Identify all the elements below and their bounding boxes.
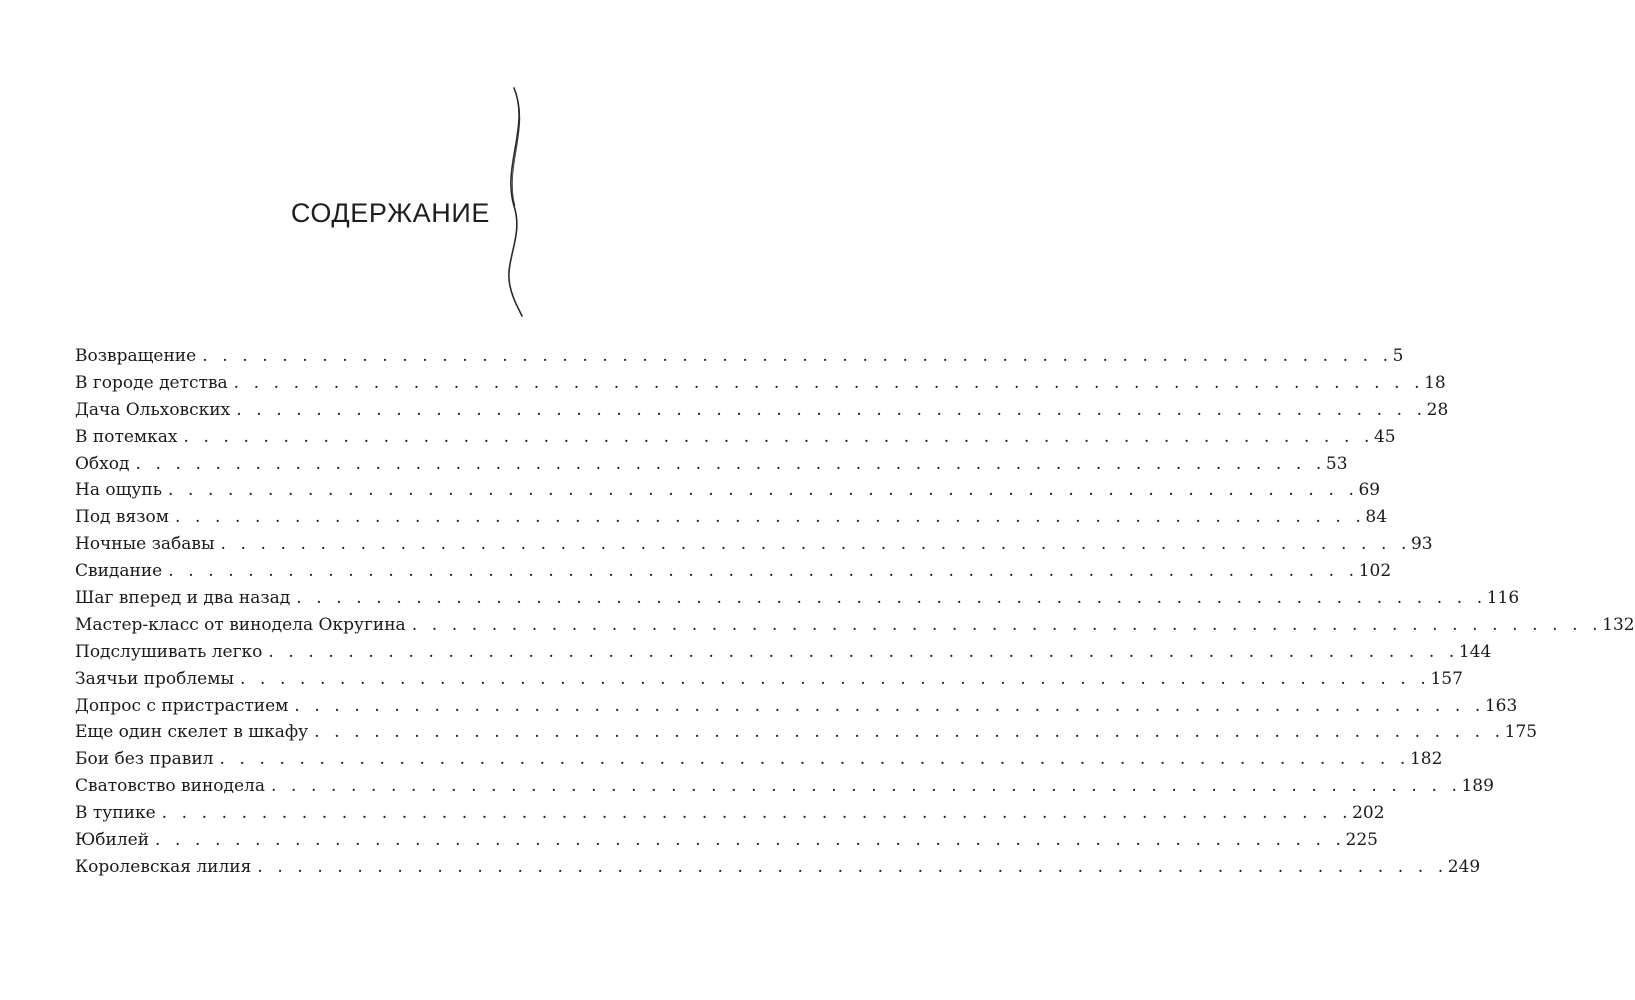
toc-dot-leader: . . . . . . . . . . . . . . . . . . . . . . . . . . . . . . . . . . . . . . . . . . . . . . . . . . . . . . . . . . . .: [233, 372, 1425, 393]
toc-entry-title: Юбилей: [75, 830, 150, 851]
toc-dot-leader: . . . . . . . . . . . . . . . . . . . . . . . . . . . . . . . . . . . . . . . . . . . . . . . . . . . . . . . . . . . .: [296, 588, 1487, 609]
toc-entry-title: В потемках: [75, 426, 178, 447]
toc-entry: [75, 746, 1443, 773]
toc-entry-page: 189: [1461, 776, 1494, 797]
toc-entry-title: Дача Ольховских: [75, 399, 231, 420]
toc-entry-page: 157: [1430, 668, 1463, 689]
toc-entry: [75, 693, 1518, 720]
toc-entry: [75, 504, 1388, 531]
toc-entry-title: Свидание: [75, 561, 163, 582]
toc-entry-page: 163: [1484, 695, 1518, 716]
toc-entry: [75, 343, 1404, 370]
toc-entry: [75, 370, 1446, 397]
toc-dot-leader: . . . . . . . . . . . . . . . . . . . . . . . . . . . . . . . . . . . . . . . . . . . . . . . . . . . . . . . . . . . .: [314, 722, 1505, 743]
table-of-contents: [75, 343, 1635, 881]
toc-entry: [75, 800, 1385, 827]
toc-entry-page: 69: [1358, 480, 1381, 501]
toc-entry-page: 182: [1409, 749, 1443, 770]
toc-entry-title: Заячьи проблемы: [75, 668, 234, 689]
toc-entry: [75, 477, 1381, 504]
toc-entry-title: Обход: [75, 453, 130, 474]
toc-entry-page: 45: [1373, 426, 1396, 447]
toc-entry-page: 225: [1345, 830, 1378, 851]
toc-dot-leader: . . . . . . . . . . . . . . . . . . . . . . . . . . . . . . . . . . . . . . . . . . . . . . . . . . . . . . . . . . . .: [135, 453, 1326, 474]
toc-dot-leader: . . . . . . . . . . . . . . . . . . . . . . . . . . . . . . . . . . . . . . . . . . . . . . . . . . . . . . . . . . . .: [219, 749, 1410, 770]
toc-entry-page: 93: [1410, 534, 1433, 555]
toc-entry-title: Ночные забавы: [75, 534, 215, 555]
toc-entry: [75, 773, 1494, 800]
toc-entry: [75, 585, 1520, 612]
toc-entry-page: 202: [1352, 803, 1385, 824]
toc-dot-leader: . . . . . . . . . . . . . . . . . . . . . . . . . . . . . . . . . . . . . . . . . . . . . . . . . . . . . . . . . . . .: [271, 776, 1462, 797]
toc-entry-title: Сватовство винодела: [75, 776, 265, 797]
toc-entry-title: Допрос с пристрастием: [75, 695, 289, 716]
toc-dot-leader: . . . . . . . . . . . . . . . . . . . . . . . . . . . . . . . . . . . . . . . . . . . . . . . . . . . . . . . . . . . .: [268, 641, 1459, 662]
toc-entry-page: 132: [1602, 614, 1635, 635]
toc-entry-page: 28: [1426, 399, 1449, 420]
toc-dot-leader: . . . . . . . . . . . . . . . . . . . . . . . . . . . . . . . . . . . . . . . . . . . . . . . . . . . . . . . . . . . .: [236, 399, 1427, 420]
toc-entry-title: Шаг вперед и два назад: [75, 588, 291, 609]
swash-flourish-icon: [500, 86, 540, 318]
toc-entry: [75, 666, 1463, 693]
page-title: СОДЕРЖАНИЕ: [290, 198, 490, 228]
toc-entry: [75, 397, 1449, 424]
toc-entry-title: Подслушивать легко: [75, 641, 263, 662]
toc-dot-leader: . . . . . . . . . . . . . . . . . . . . . . . . . . . . . . . . . . . . . . . . . . . . . . . . . . . . . . . . . . . .: [168, 561, 1359, 582]
toc-entry-title: На ощупь: [75, 480, 162, 501]
toc-entry-page: 102: [1358, 561, 1392, 582]
toc-dot-leader: . . . . . . . . . . . . . . . . . . . . . . . . . . . . . . . . . . . . . . . . . . . . . . . . . . . . . . . . . . . .: [168, 480, 1359, 501]
toc-entry-title: Королевская лилия: [75, 856, 252, 877]
toc-entry: [75, 424, 1396, 451]
toc-entry: [75, 719, 1538, 746]
toc-entry: [75, 612, 1635, 639]
toc-entry-page: 18: [1424, 372, 1446, 393]
toc-entry-page: 144: [1458, 641, 1492, 662]
toc-entry-page: 84: [1365, 507, 1388, 528]
toc-entry-page: 116: [1486, 588, 1520, 609]
toc-dot-leader: . . . . . . . . . . . . . . . . . . . . . . . . . . . . . . . . . . . . . . . . . . . . . . . . . . . . . . . . . . . .: [220, 534, 1411, 555]
toc-entry-title: В тупике: [75, 803, 156, 824]
toc-dot-leader: . . . . . . . . . . . . . . . . . . . . . . . . . . . . . . . . . . . . . . . . . . . . . . . . . . . . . . . . . . . .: [411, 614, 1603, 635]
toc-entry: [75, 854, 1481, 881]
toc-dot-leader: . . . . . . . . . . . . . . . . . . . . . . . . . . . . . . . . . . . . . . . . . . . . . . . . . . . . . . . . . . . .: [257, 856, 1448, 877]
toc-entry-title: Мастер-класс от винодела Округина: [75, 614, 406, 635]
toc-dot-leader: . . . . . . . . . . . . . . . . . . . . . . . . . . . . . . . . . . . . . . . . . . . . . . . . . . . . . . . . . . . .: [183, 426, 1374, 447]
toc-entry: [75, 531, 1433, 558]
toc-entry-title: В городе детства: [75, 372, 228, 393]
toc-entry-title: Под вязом: [75, 507, 169, 528]
toc-entry-title: Возвращение: [75, 346, 197, 366]
toc-dot-leader: . . . . . . . . . . . . . . . . . . . . . . . . . . . . . . . . . . . . . . . . . . . . . . . . . . . . . . . . . . . .: [239, 668, 1431, 689]
toc-dot-leader: . . . . . . . . . . . . . . . . . . . . . . . . . . . . . . . . . . . . . . . . . . . . . . . . . . . . . . . . . . . .: [174, 507, 1366, 528]
toc-entry: [75, 827, 1378, 854]
toc-entry-page: 175: [1504, 722, 1538, 743]
toc-entry-title: Еще один скелет в шкафу: [75, 722, 309, 743]
toc-dot-leader: . . . . . . . . . . . . . . . . . . . . . . . . . . . . . . . . . . . . . . . . . . . . . . . . . . . . . . . . . . . .: [155, 830, 1346, 851]
toc-dot-leader: . . . . . . . . . . . . . . . . . . . . . . . . . . . . . . . . . . . . . . . . . . . . . . . . . . . . . . . . . . . .: [161, 803, 1353, 824]
toc-dot-leader: . . . . . . . . . . . . . . . . . . . . . . . . . . . . . . . . . . . . . . . . . . . . . . . . . . . . . . . . . . . .: [294, 695, 1485, 716]
toc-dot-leader: . . . . . . . . . . . . . . . . . . . . . . . . . . . . . . . . . . . . . . . . . . . . . . . . . . . . . . . . . . . .: [202, 346, 1393, 366]
toc-entry-page: 249: [1447, 856, 1481, 877]
toc-entry: [75, 558, 1392, 585]
toc-entry: [75, 451, 1348, 478]
toc-entry: [75, 639, 1492, 666]
toc-entry-title: Бои без правил: [75, 749, 214, 770]
toc-entry-page: 5: [1392, 346, 1404, 366]
toc-entry-page: 53: [1325, 453, 1348, 474]
